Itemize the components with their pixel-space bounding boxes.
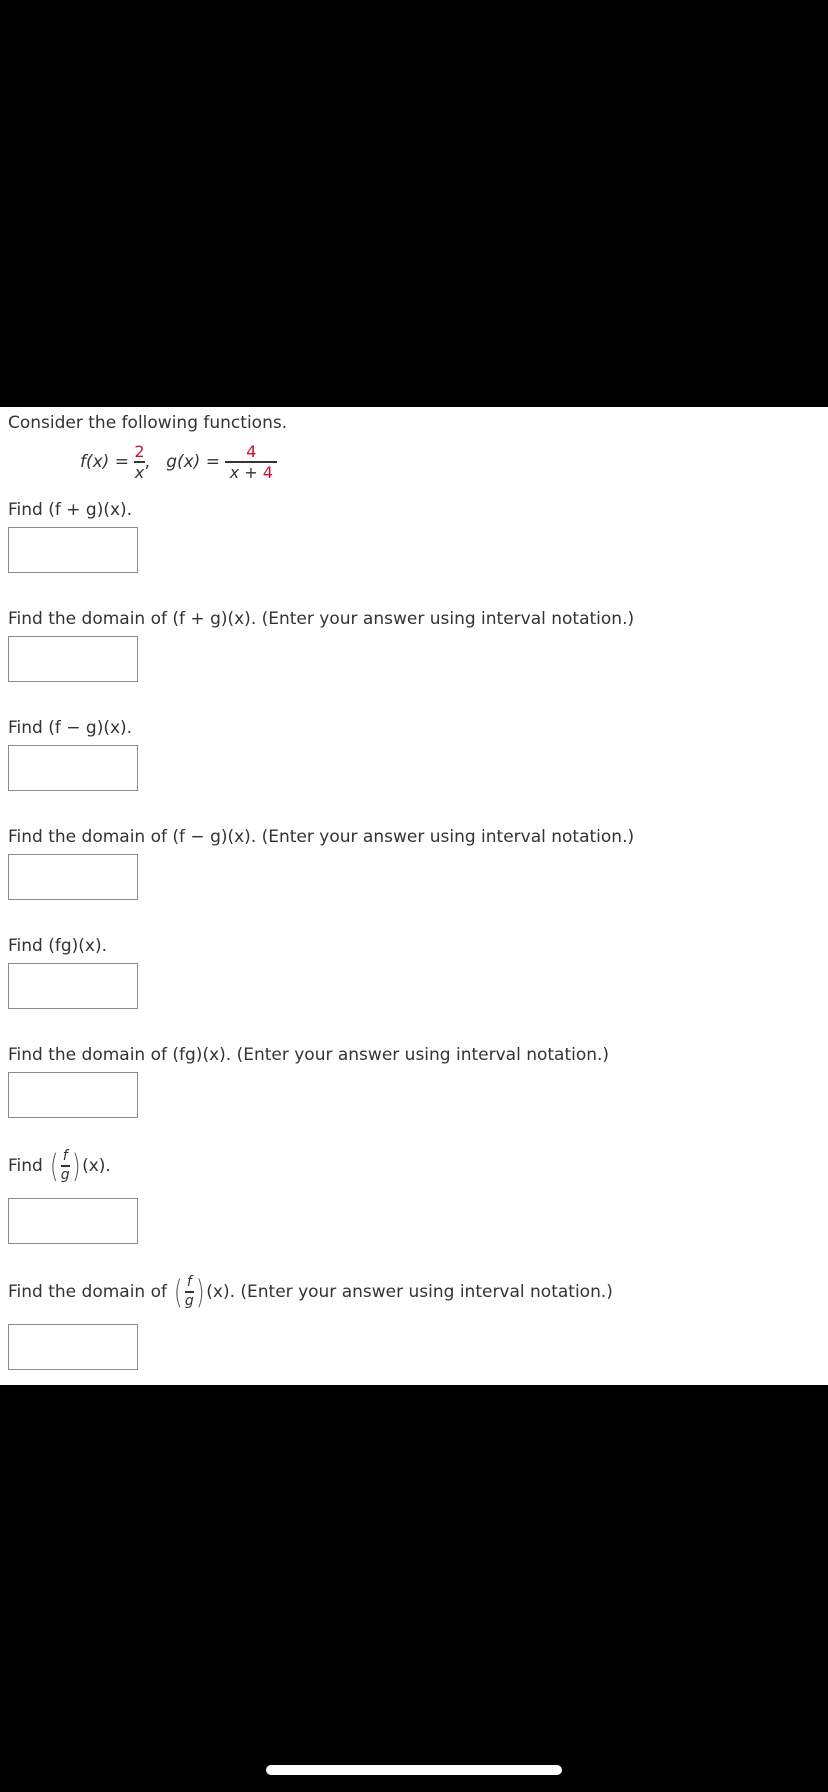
answer-8-box[interactable] [8,1324,138,1370]
answer-1-box[interactable] [8,527,138,573]
question-panel [0,407,828,1385]
question-5: Find (fg)(x). [8,936,108,956]
home-indicator[interactable] [266,1765,562,1775]
answer-3-box[interactable] [8,745,138,791]
answer-1-input[interactable] [9,528,137,572]
f-denominator: x [134,462,145,482]
answer-2-input[interactable] [9,637,137,681]
answer-4-box[interactable] [8,854,138,900]
question-4: Find the domain of (f − g)(x). (Enter your answer using interval notation.) [8,827,635,847]
question-1: Find (f + g)(x). [8,500,133,520]
question-3: Find (f − g)(x). [8,718,133,738]
question-8: Find the domain of ( $\frac{f}{g}$ ) (x). (Enter your answer using interval notation.) [8,1273,613,1311]
g-numerator: 4 [246,442,257,461]
answer-4-input[interactable] [9,855,137,899]
answer-5-input[interactable] [9,964,137,1008]
answer-8-input[interactable] [9,1325,137,1369]
intro-text: Consider the following functions. [8,413,288,433]
answer-5-box[interactable] [8,963,138,1009]
question-8-suffix: (x). (Enter your answer using interval notation.) [206,1282,613,1302]
question-8-prefix: Find the domain of [8,1282,167,1302]
g-label: g(x) = [166,451,220,472]
quotient-fraction-2: $\frac{f}{g}$ [184,1274,194,1309]
f-fraction [134,443,144,481]
function-definitions [80,443,277,481]
question-7-suffix: (x). [82,1156,111,1176]
f-numerator: 2 [134,442,145,461]
question-6: Find the domain of (fg)(x). (Enter your answer using interval notation.) [8,1045,610,1065]
answer-6-box[interactable] [8,1072,138,1118]
separator: , [144,451,150,472]
g-fraction [225,443,277,481]
question-7: Find ( $\frac{f}{g}$ ) (x). [8,1147,111,1185]
question-7-prefix: Find [8,1156,43,1176]
g-denominator: x + 4 [229,462,273,482]
answer-7-input[interactable] [9,1199,137,1243]
question-2: Find the domain of (f + g)(x). (Enter your answer using interval notation.) [8,609,635,629]
quotient-fraction: $\frac{f}{g}$ [60,1148,70,1183]
answer-7-box[interactable] [8,1198,138,1244]
f-label: f(x) = [80,451,129,472]
answer-2-box[interactable] [8,636,138,682]
answer-6-input[interactable] [9,1073,137,1117]
answer-3-input[interactable] [9,746,137,790]
